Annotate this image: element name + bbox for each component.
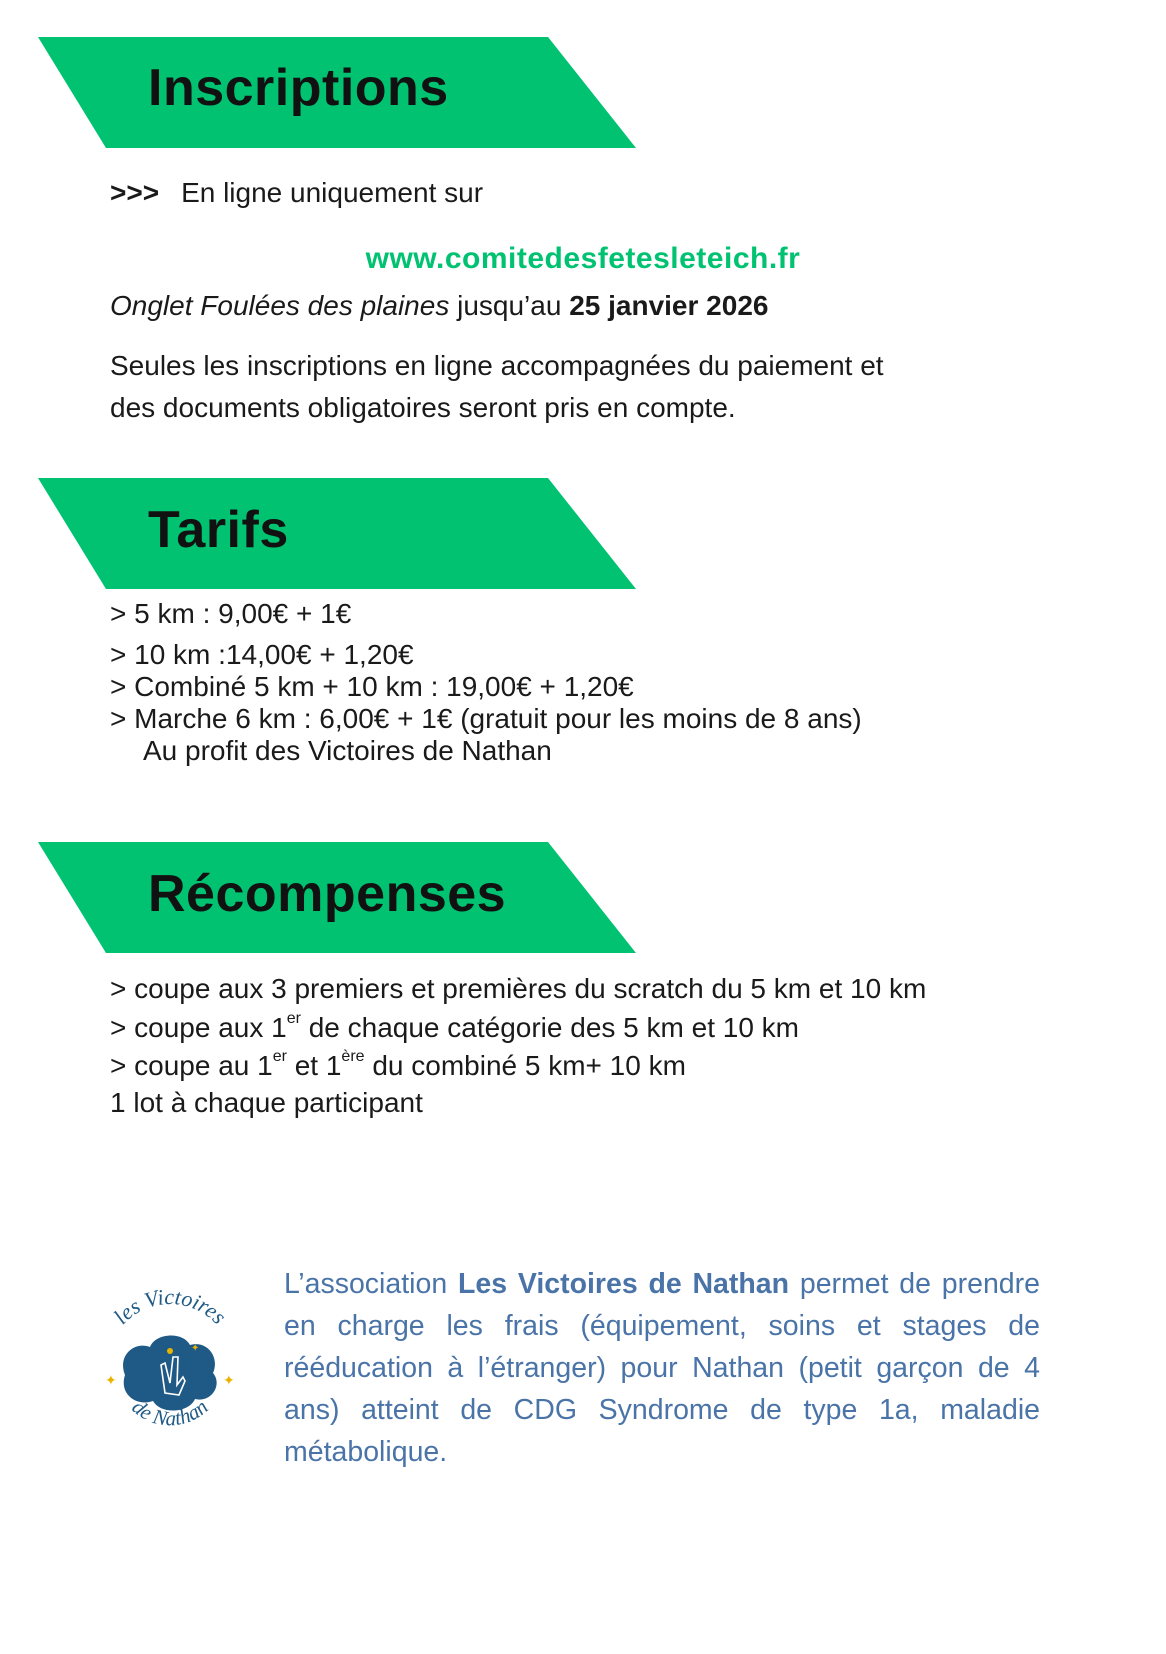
reward-line xyxy=(110,1049,686,1083)
reward-text: du combiné 5 km+ 10 km xyxy=(364,1050,686,1081)
inscriptions-title: Inscriptions xyxy=(148,59,449,117)
reward-line: > coupe aux 3 premiers et premières du scratch du 5 km et 10 km xyxy=(110,973,927,1004)
svg-text:✦: ✦ xyxy=(223,1373,235,1389)
website-link[interactable]: www.comitedesfetesleteich.fr xyxy=(365,242,801,275)
note-line: des documents obligatoires seront pris en compte. xyxy=(110,392,736,423)
assoc-name: Les Victoires de Nathan xyxy=(457,1268,790,1300)
svg-text:✦: ✦ xyxy=(105,1373,117,1389)
assoc-text: L’association xyxy=(284,1268,458,1300)
assoc-text: permet de prendre en charge les frais (équipement, soins et stages de rééducation à l’étranger) pour Nathan (petit garçon de 4 ans) atteint de CDG Syndrome de type 1a, maladie métabolique. xyxy=(284,1268,1040,1468)
online-text: En ligne uniquement sur xyxy=(181,177,484,208)
victoires-de-nathan-logo xyxy=(95,1285,245,1455)
logo-top-text: les Victoires xyxy=(108,1285,232,1329)
reward-text: > coupe au 1 xyxy=(110,1050,273,1081)
tarif-item: > 5 km : 9,00€ + 1€ xyxy=(110,598,352,629)
tarif-item: > 10 km :14,00€ + 1,20€ xyxy=(110,639,414,670)
inscriptions-online-line xyxy=(110,176,483,210)
reward-line: 1 lot à chaque participant xyxy=(110,1087,423,1118)
ordinal-suffix: ère xyxy=(341,1048,365,1065)
note-line: Seules les inscriptions en ligne accompagnées du paiement et xyxy=(110,350,884,381)
association-description xyxy=(284,1263,1040,1473)
onglet-line xyxy=(110,289,768,323)
reward-line xyxy=(110,1011,799,1045)
logo-icon xyxy=(95,1285,245,1455)
recompenses-title: Récompenses xyxy=(148,865,507,923)
ordinal-suffix: er xyxy=(272,1048,287,1065)
tarif-item: > Combiné 5 km + 10 km : 19,00€ + 1,20€ xyxy=(110,671,634,702)
ordinal-suffix: er xyxy=(286,1010,301,1027)
reward-text: et 1 xyxy=(286,1050,342,1081)
tarifs-banner xyxy=(38,478,636,589)
inscriptions-note xyxy=(110,345,884,429)
logo-bottom-text: de Nathan xyxy=(127,1394,213,1431)
onglet-label: Onglet Foulées des plaines xyxy=(110,290,450,321)
reward-text: de chaque catégorie des 5 km et 10 km xyxy=(300,1012,800,1043)
tarif-profit-note: Au profit des Victoires de Nathan xyxy=(143,735,552,766)
svg-text:✦: ✦ xyxy=(191,1343,200,1354)
arrow-marker: >>> xyxy=(110,177,160,208)
deadline-date: 25 janvier 2026 xyxy=(569,290,769,321)
svg-text:les Victoires xyxy=(108,1285,231,1329)
onglet-until: jusqu’au xyxy=(449,290,570,321)
tarifs-title: Tarifs xyxy=(148,501,289,559)
reward-text: > coupe aux 1 xyxy=(110,1012,287,1043)
tarif-item: > Marche 6 km : 6,00€ + 1€ (gratuit pour les moins de 8 ans) xyxy=(110,703,862,734)
